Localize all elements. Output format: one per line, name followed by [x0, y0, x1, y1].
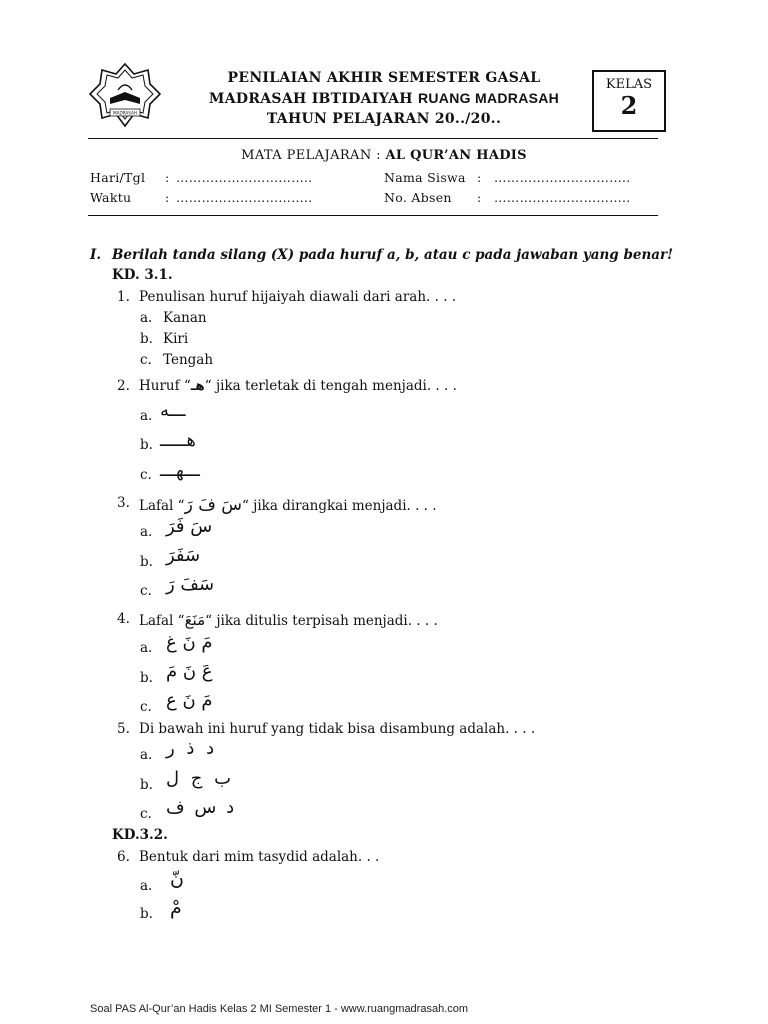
q4-post: “ jika ditulis terpisah menjadi. . . . — [205, 613, 438, 629]
q4-arabic: مَنَعَ — [184, 611, 206, 629]
q3-a-arabic: سَ فَرَ — [166, 516, 213, 537]
q2-b-letter[interactable]: b. — [140, 437, 153, 453]
q5-b-letter[interactable]: b. — [140, 777, 153, 793]
q6-number: 6. — [117, 849, 130, 865]
q6-b-letter[interactable]: b. — [140, 906, 153, 922]
nama-dots[interactable]: ………………………….. — [494, 170, 631, 185]
q2-a-letter[interactable]: a. — [140, 408, 153, 424]
q5-c-arabic: د س ف — [166, 797, 235, 818]
q3-arabic: سَ فَ رَ — [184, 495, 242, 515]
q3-number: 3. — [117, 495, 130, 511]
kelas-value: 2 — [620, 91, 638, 120]
header-year: TAHUN PELAJARAN 20../20.. — [266, 111, 502, 127]
q3-a-letter[interactable]: a. — [140, 524, 153, 540]
q1-number: 1. — [117, 289, 130, 305]
q4-a-arabic: مَ نَ غ — [166, 632, 213, 653]
kd-3-1: KD. 3.1. — [112, 267, 173, 283]
q3-text — [139, 495, 437, 515]
q2-number: 2. — [117, 378, 130, 394]
header-divider — [88, 138, 658, 139]
q2-c-letter[interactable]: c. — [140, 467, 152, 483]
q4-b-arabic: عَ نَ مَ — [166, 661, 213, 682]
nama-colon: : — [477, 170, 482, 185]
q2-a-arabic: ـــه — [160, 400, 186, 421]
q5-number: 5. — [117, 721, 130, 737]
q1-c-text: Tengah — [163, 352, 214, 368]
q2-pre: Huruf “ — [139, 378, 191, 394]
q4-b-letter[interactable]: b. — [140, 670, 153, 686]
header-school-name: RUANG MADRASAH — [417, 90, 560, 106]
absen-dots[interactable]: ………………………….. — [494, 190, 631, 205]
q1-b-letter[interactable]: b. — [140, 331, 153, 347]
absen-colon: : — [477, 190, 482, 205]
waktu-colon: : — [165, 190, 170, 205]
q6-b-arabic: مْ — [170, 897, 182, 919]
kd-3-2: KD.3.2. — [112, 827, 168, 843]
nama-label: Nama Siswa — [384, 170, 466, 185]
waktu-label: Waktu — [90, 190, 132, 205]
q3-b-arabic: سَفَرَ — [166, 545, 201, 566]
q5-b-arabic: ب ج ل — [166, 768, 232, 789]
q2-c-arabic: ـــهـــ — [160, 460, 200, 481]
q2-text — [139, 378, 457, 394]
q3-post: “ jika dirangkai menjadi. . . . — [241, 498, 437, 514]
q5-text: Di bawah ini huruf yang tidak bisa disambung adalah. . . . — [139, 721, 536, 737]
q4-c-arabic: مَ نَ ع — [166, 690, 213, 711]
header-school-prefix: MADRASAH IBTIDAIYAH — [208, 91, 413, 107]
q4-text — [139, 611, 438, 629]
q4-c-letter[interactable]: c. — [140, 699, 152, 715]
q5-a-letter[interactable]: a. — [140, 747, 153, 763]
q6-a-letter[interactable]: a. — [140, 878, 153, 894]
q1-c-letter[interactable]: c. — [140, 352, 152, 368]
absen-label: No. Absen — [384, 190, 452, 205]
hari-colon: : — [165, 170, 170, 185]
section-instruction: Berilah tanda silang (X) pada huruf a, b, atau c pada jawaban yang benar! — [112, 247, 674, 263]
q2-post: “ jika terletak di tengah menjadi. . . . — [204, 378, 457, 394]
q4-number: 4. — [117, 611, 130, 627]
fields-divider — [88, 215, 658, 216]
q3-c-arabic: سَفَ رَ — [166, 574, 215, 595]
q1-a-text: Kanan — [163, 310, 207, 326]
hari-dots[interactable]: ………………………….. — [176, 170, 313, 185]
q4-a-letter[interactable]: a. — [140, 640, 153, 656]
q1-a-letter[interactable]: a. — [140, 310, 153, 326]
q3-c-letter[interactable]: c. — [140, 583, 152, 599]
section-roman: I. — [90, 247, 102, 263]
q6-a-arabic: نّ — [170, 868, 184, 890]
q5-c-letter[interactable]: c. — [140, 806, 152, 822]
q3-b-letter[interactable]: b. — [140, 554, 153, 570]
q1-b-text: Kiri — [163, 331, 189, 347]
waktu-dots[interactable]: ………………………….. — [176, 190, 313, 205]
subject-line — [0, 148, 768, 163]
q6-text: Bentuk dari mim tasydid adalah. . . — [139, 849, 380, 865]
q4-pre: Lafal “ — [139, 613, 185, 629]
logo-text: MADRASAH — [112, 110, 138, 116]
page-footer: Soal PAS Al-Qur’an Hadis Kelas 2 MI Semester 1 - www.ruangmadrasah.com — [90, 1003, 469, 1015]
subject-value: AL QUR’AN HADIS — [385, 148, 527, 163]
hari-label: Hari/Tgl — [90, 170, 146, 185]
q1-text: Penulisan huruf hijaiyah diawali dari arah. . . . — [139, 289, 457, 305]
kelas-box — [592, 70, 666, 132]
q3-pre: Lafal “ — [139, 498, 185, 514]
header-title: PENILAIAN AKHIR SEMESTER GASAL — [227, 70, 541, 86]
q2-arabic: هـ — [190, 378, 205, 394]
q5-a-arabic: د ذ ر — [166, 738, 215, 759]
subject-label: MATA PELAJARAN : — [241, 148, 381, 163]
q2-b-arabic: هـــــ — [160, 430, 196, 451]
kelas-label: KELAS — [605, 77, 653, 92]
